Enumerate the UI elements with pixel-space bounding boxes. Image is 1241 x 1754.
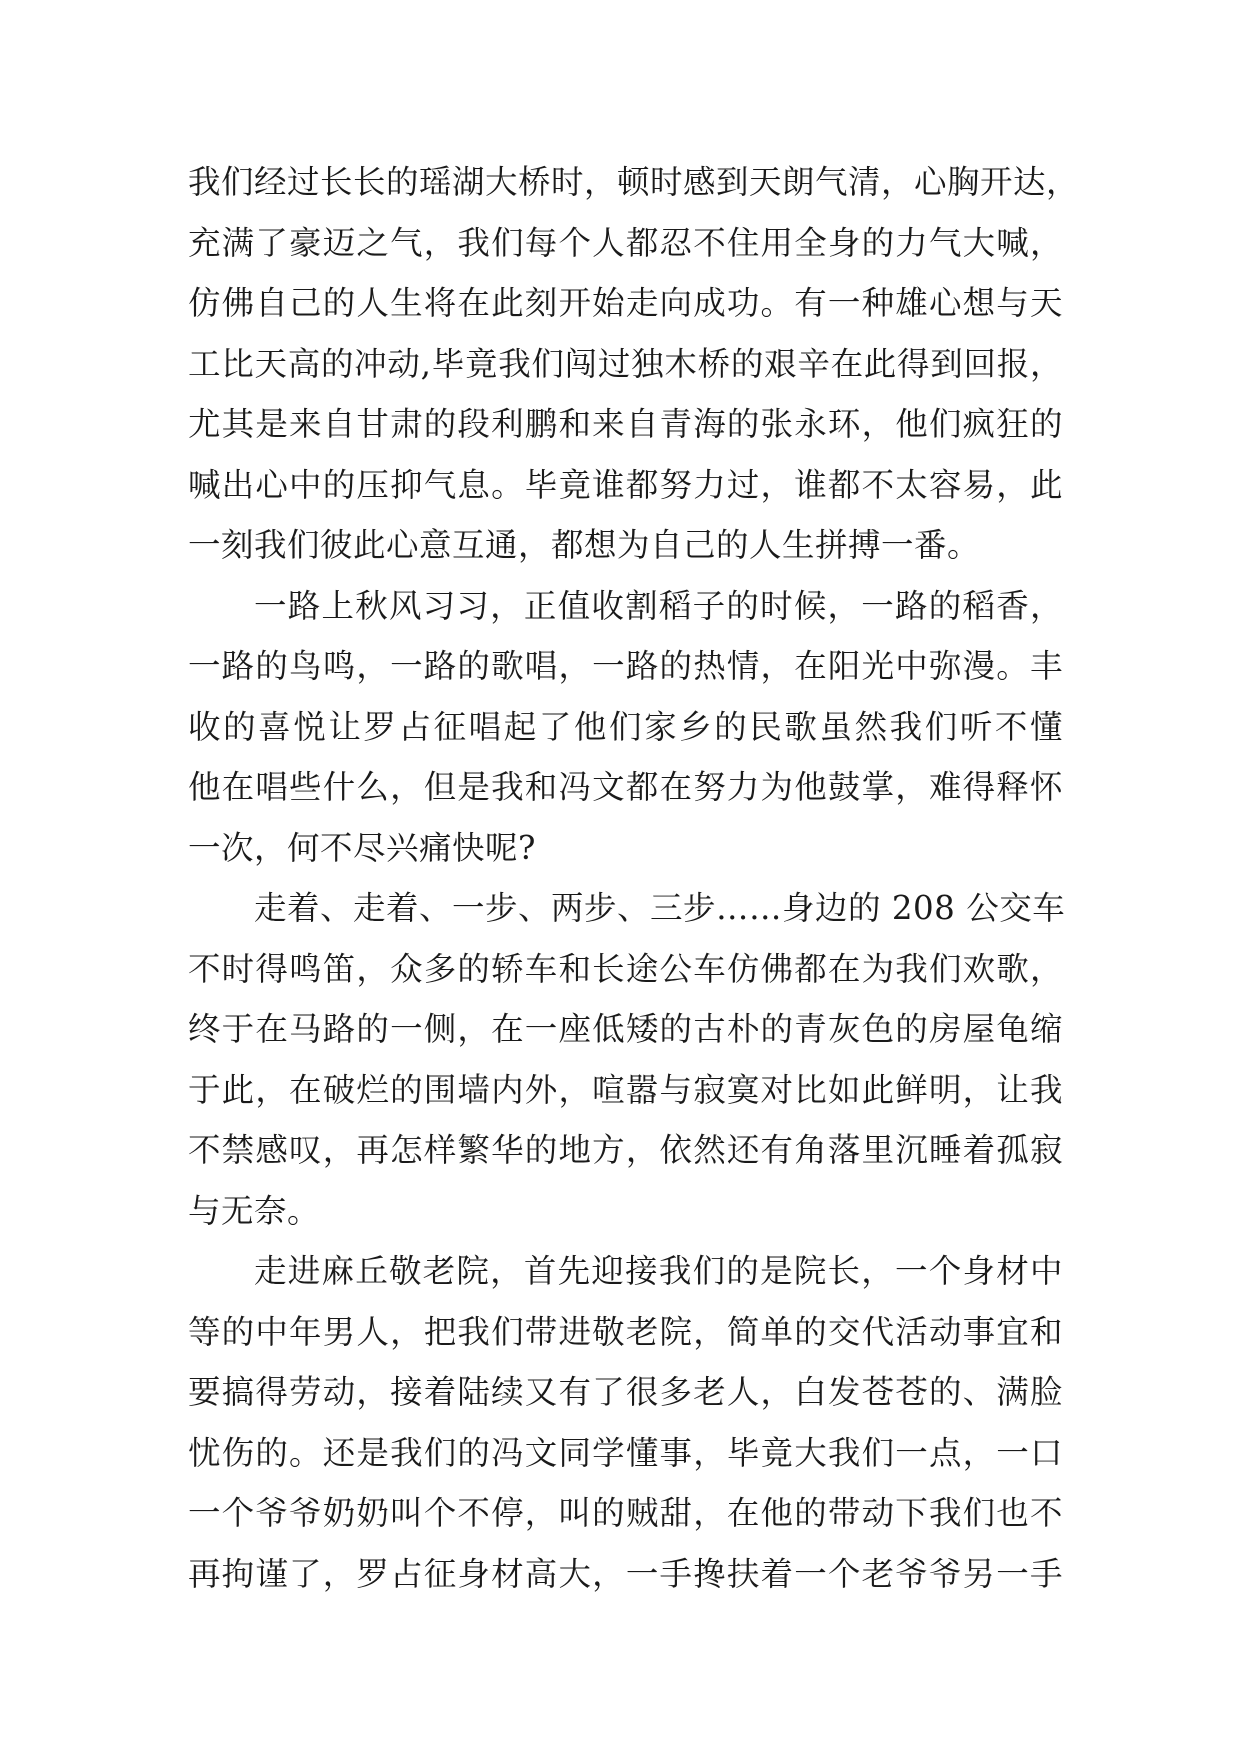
text-line: 不禁感叹，再怎样繁华的地方，依然还有角落里沉睡着孤寂 (188, 1131, 1063, 1169)
text-line: 走着、走着、一步、两步、三步……身边的 208 公交车 (254, 889, 1066, 927)
text-line: 我们经过长长的瑶湖大桥时，顿时感到天朗气清，心胸开达， (188, 163, 1080, 201)
text-line: 走进麻丘敬老院，首先迎接我们的是院长，一个身材中 (254, 1252, 1063, 1290)
text-line: 充满了豪迈之气，我们每个人都忍不住用全身的力气大喊， (188, 223, 1063, 262)
text-line: 忧伤的。还是我们的冯文同学懂事，毕竟大我们一点，一口 (188, 1433, 1063, 1472)
paragraph-2 (188, 576, 1063, 879)
text-line: 终于在马路的一侧，在一座低矮的古朴的青灰色的房屋龟缩 (188, 1010, 1063, 1048)
text-line: 要搞得劳动，接着陆续又有了很多老人，白发苍苍的、满脸 (188, 1373, 1063, 1411)
text-line: 与无奈。 (188, 1191, 321, 1230)
paragraph-4 (188, 1241, 1063, 1604)
text-line: 一刻我们彼此心意互通，都想为自己的人生拼搏一番。 (188, 526, 981, 564)
text-line: 一次，何不尽兴痛快呢? (188, 828, 536, 867)
text-line: 等的中年男人，把我们带进敬老院，简单的交代活动事宜和 (188, 1312, 1063, 1351)
text-line: 一路的鸟鸣，一路的歌唱，一路的热情，在阳光中弥漫。丰 (188, 647, 1063, 685)
text-line: 喊出心中的压抑气息。毕竟谁都努力过，谁都不太容易，此 (188, 465, 1063, 504)
text-line: 收的喜悦让罗占征唱起了他们家乡的民歌虽然我们听不懂 (188, 707, 1063, 746)
text-line: 工比天高的冲动,毕竟我们闯过独木桥的艰辛在此得到回报， (188, 344, 1063, 383)
text-line: 再拘谨了，罗占征身材高大，一手搀扶着一个老爷爷另一手 (188, 1554, 1063, 1593)
text-line: 尤其是来自甘肃的段利鹏和来自青海的张永环，他们疯狂的 (188, 405, 1063, 443)
paragraph-1 (188, 152, 1080, 576)
text-line: 一路上秋风习习，正值收割稻子的时候，一路的稻香， (254, 586, 1063, 625)
text-line: 不时得鸣笛，众多的轿车和长途公车仿佛都在为我们欢歌， (188, 949, 1063, 988)
text-line: 于此，在破烂的围墙内外，喧嚣与寂寞对比如此鲜明，让我 (188, 1070, 1063, 1109)
paragraph-3 (188, 878, 1066, 1241)
text-line: 他在唱些什么，但是我和冯文都在努力为他鼓掌，难得释怀 (188, 768, 1063, 806)
document-body (188, 152, 1080, 1604)
text-line: 一个爷爷奶奶叫个不停，叫的贼甜，在他的带动下我们也不 (188, 1494, 1063, 1532)
text-line: 仿佛自己的人生将在此刻开始走向成功。有一种雄心想与天 (188, 284, 1063, 322)
